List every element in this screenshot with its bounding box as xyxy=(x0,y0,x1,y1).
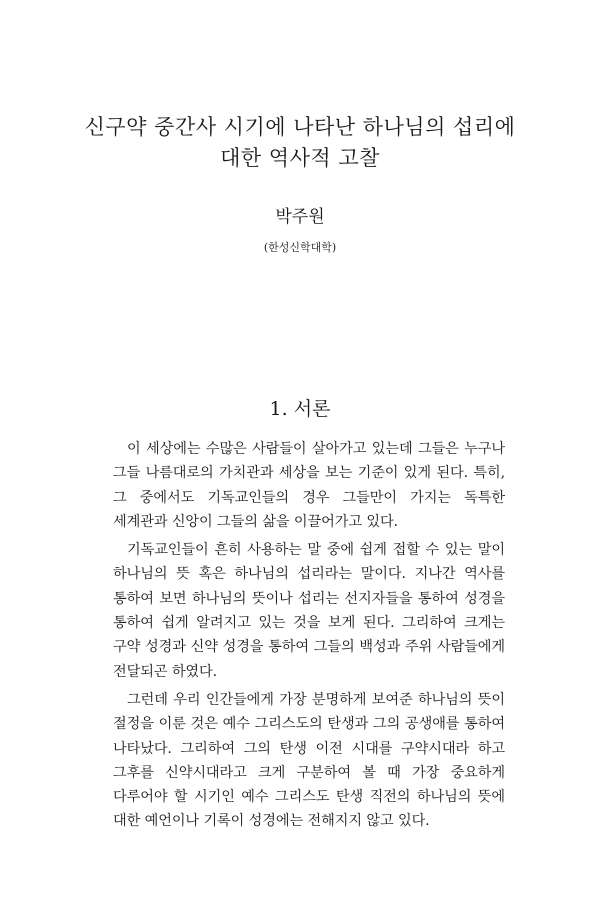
section-heading: 1. 서론 xyxy=(269,398,331,420)
author-name: 박주원 xyxy=(275,207,325,227)
paragraph-3: 그런데 우리 인간들에게 가장 분명하게 보여준 하나님의 뜻이 절정을 이룬 것은 예수 그리스도의 탄생과 그의 공생애를 통하여 나타났다. 그리하여 그의 탄생 이전 시대를 구약시대라 하고 그후를 신약시대라고 크게 구분하여 볼 때 가장 중요하게 다루어야 할 시기인 예수 그리스도 탄생 직전의 하나님의 뜻에 대한 예언이나 기록이 성경에는 전해지지 않고 있다. xyxy=(113,691,505,830)
paragraph-2: 기독교인들이 흔히 사용하는 말 중에 쉽게 접할 수 있는 말이 하나님의 뜻 혹은 하나님의 섭리라는 말이다. 지나간 역사를 통하여 보면 하나님의 뜻이나 섭리는 선지자들을 통하여 성경을 통하여 쉽게 알려지고 있는 것을 보게 된다. 그리하여 크게는 구약 성경과 신약 성경을 통하여 그들의 백성과 주위 사람들에게 전달되곤 하였다. xyxy=(113,542,505,680)
paper-title-line-2: 대한 역사적 고찰 xyxy=(220,146,380,170)
author-affiliation: (한성신학대학) xyxy=(263,241,337,254)
paper-title-line-1: 신구약 중간사 시기에 나타난 하나님의 섭리에 xyxy=(84,115,516,139)
paragraph-1: 이 세상에는 수많은 사람들이 살아가고 있는데 그들은 누구나 그들 나름대로의 가치관과 세상을 보는 기준이 있게 된다. 특히, 그 중에서도 기독교인들의 경우 그들만이 가지는 독특한 세계관과 신앙이 그들의 삶을 이끌어가고 있다. xyxy=(113,441,505,530)
body-text xyxy=(113,437,505,838)
